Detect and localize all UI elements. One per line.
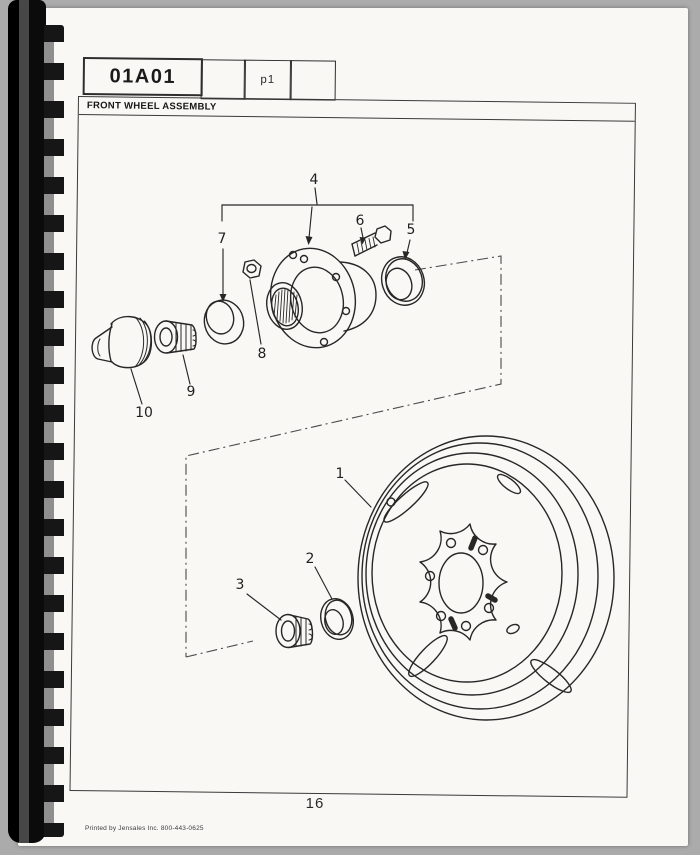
printer-footer: Printed by Jensales Inc. 800-443-0625 <box>85 825 204 832</box>
header-cell-doc-code: 01A01 <box>83 57 203 96</box>
header-cell-page-code: p1 <box>244 60 292 101</box>
page-number: 16 <box>305 795 325 812</box>
callout-label-2: 2 <box>305 551 315 567</box>
part-bolt <box>352 226 391 256</box>
part-bearing-cup <box>200 296 248 348</box>
callout-label-4: 4 <box>309 172 319 188</box>
part-bearing-cone <box>155 321 197 353</box>
part-inner-bearing <box>276 615 312 648</box>
callout-label-10: 10 <box>135 405 153 421</box>
callout-label-6: 6 <box>355 213 365 229</box>
part-wheel-rim <box>358 436 614 720</box>
callout-label-1: 1 <box>335 466 345 482</box>
callout-label-3: 3 <box>235 577 245 593</box>
part-hub-cap <box>92 317 151 368</box>
callout-label-7: 7 <box>217 231 227 247</box>
leader-arrowheads <box>220 236 410 302</box>
callout-label-8: 8 <box>257 346 267 362</box>
callout-label-5: 5 <box>406 222 416 238</box>
part-outer-seal <box>375 251 430 311</box>
callout-leader-lines <box>131 188 413 620</box>
part-hub <box>262 240 376 355</box>
section-title: FRONT WHEEL ASSEMBLY <box>86 100 217 113</box>
part-inner-seal <box>317 595 358 643</box>
part-nut <box>243 260 261 278</box>
callout-label-9: 9 <box>186 384 196 400</box>
